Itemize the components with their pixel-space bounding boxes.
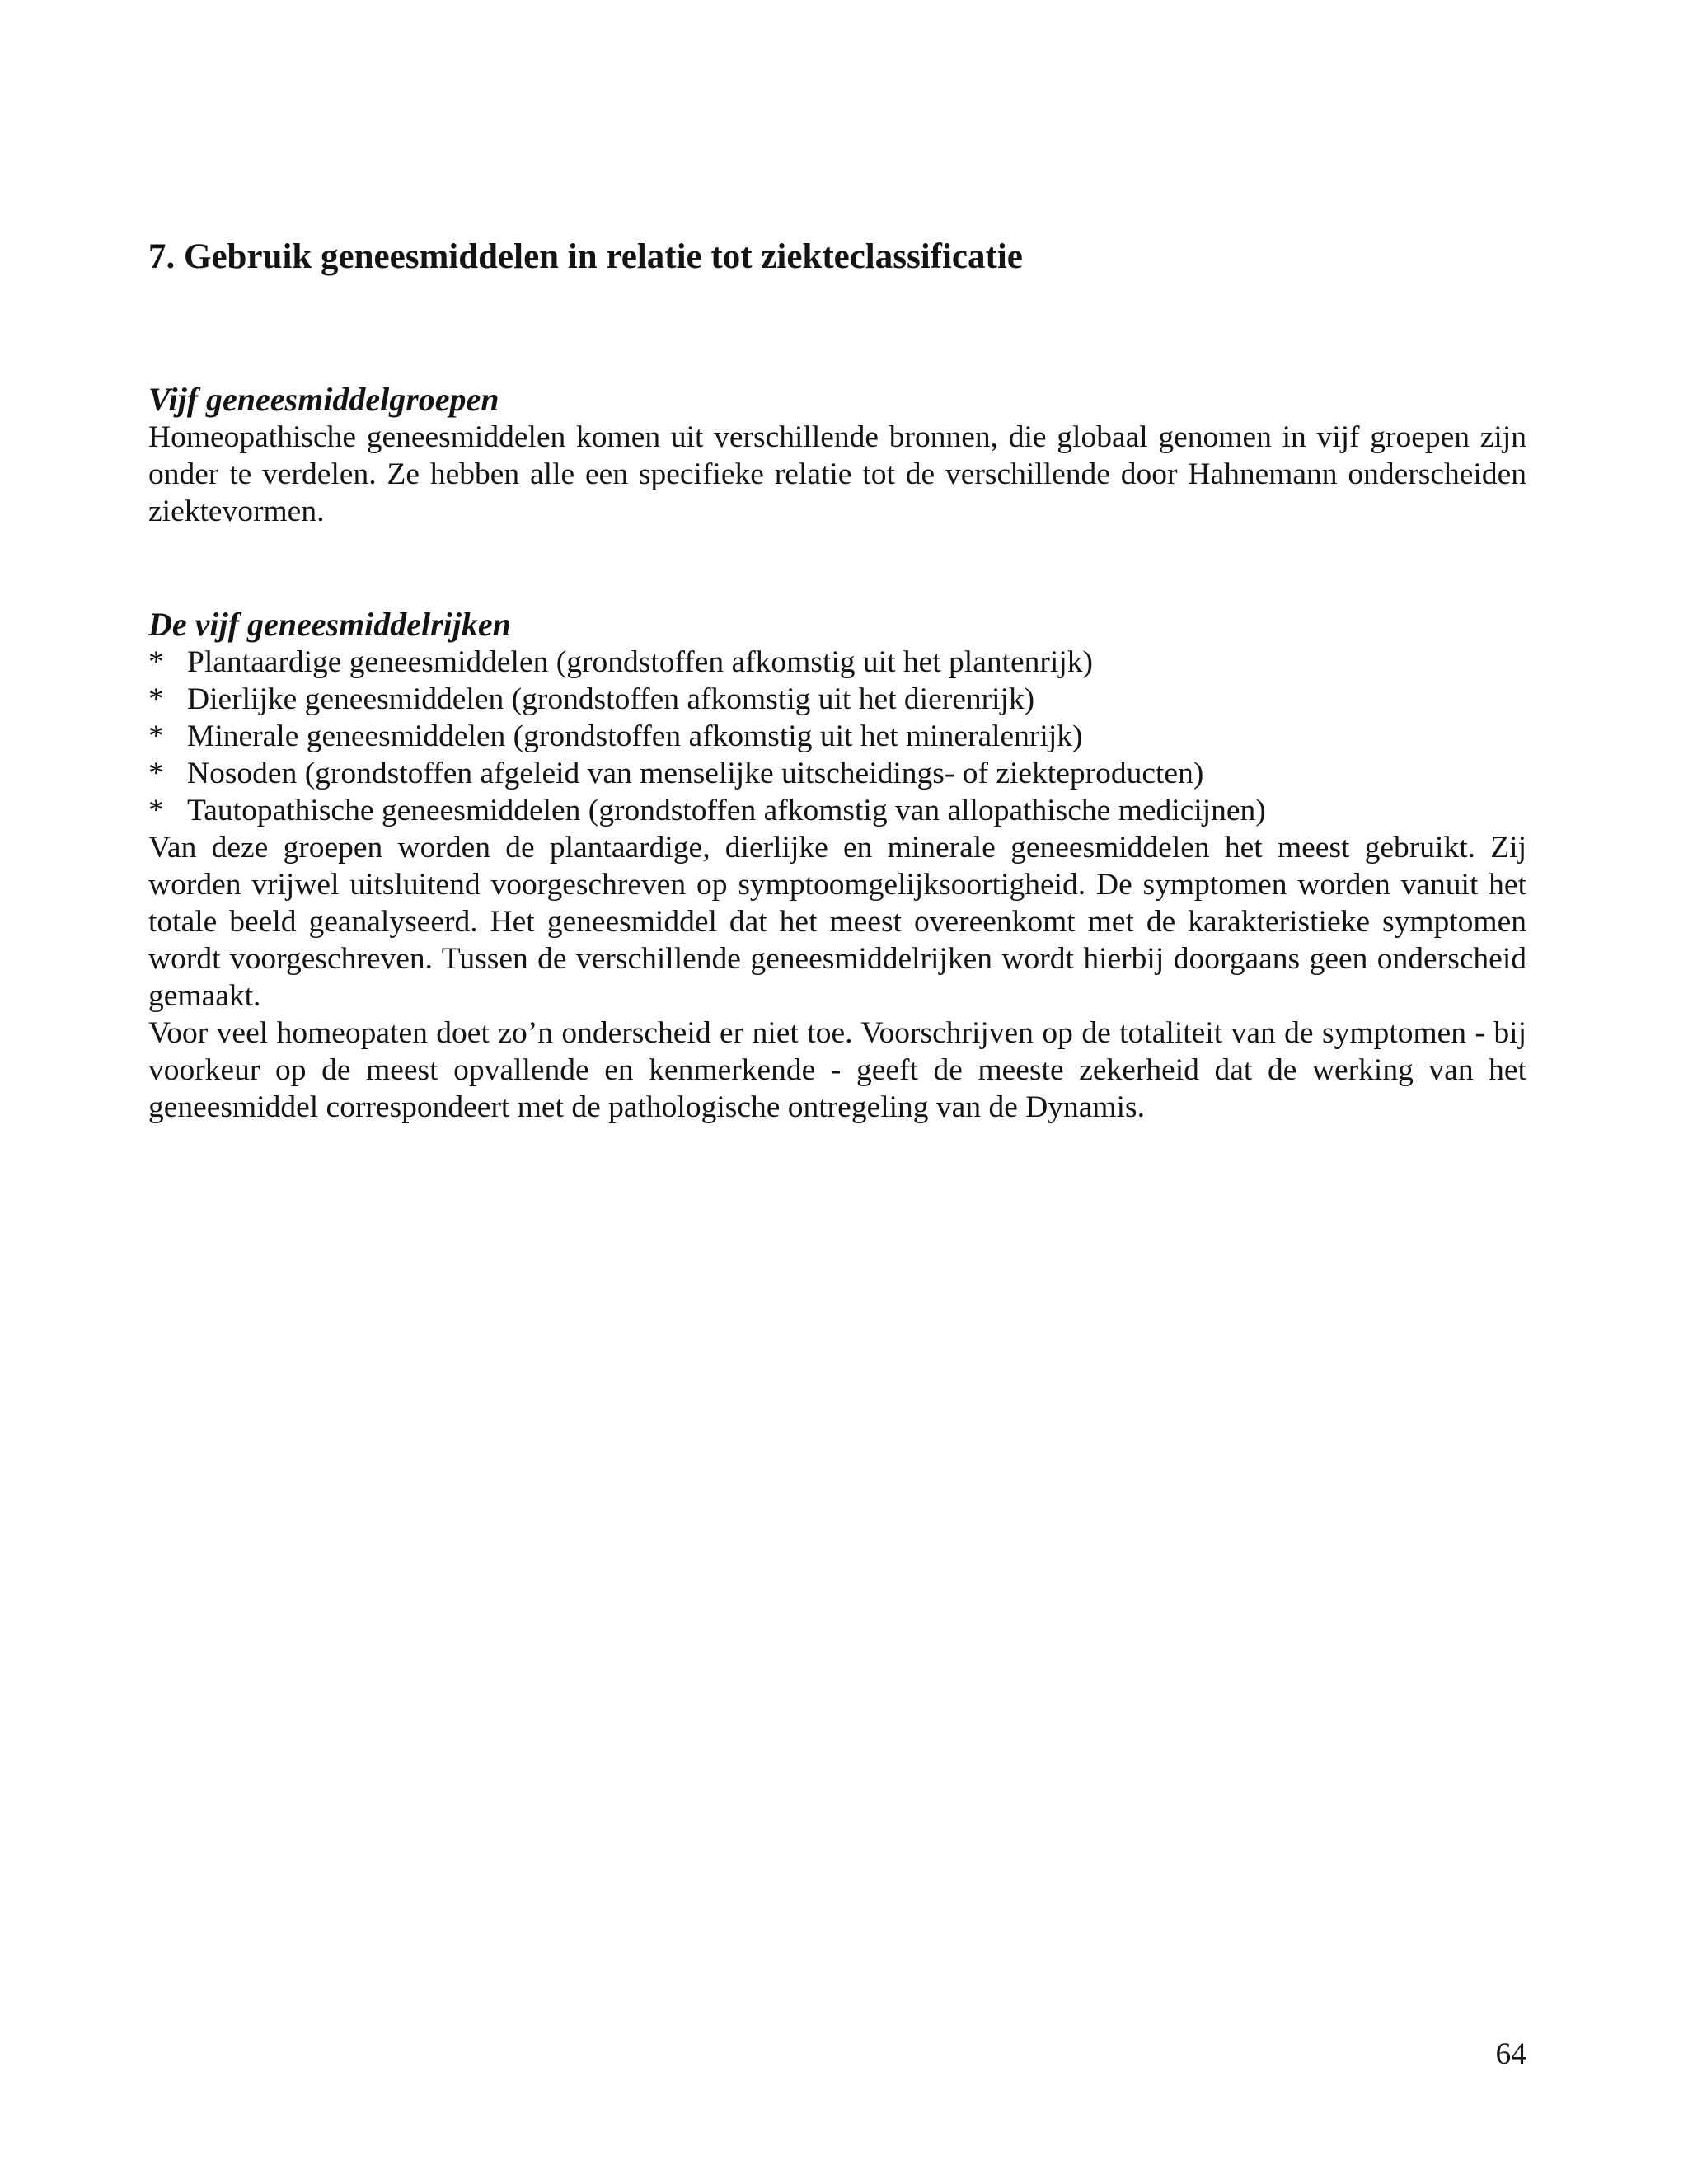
bullet-list [148, 644, 1526, 829]
paragraph: Homeopathische geneesmiddelen komen uit verschillende bronnen, die globaal genomen in vijf groepen zijn onder te verdelen. Ze hebben alle een specifieke relatie tot de verschillende door Hahnemann onderscheiden ziektevormen. [148, 420, 1526, 528]
bullet-marker: * [148, 794, 164, 827]
list-item [148, 792, 1526, 829]
section-heading: Vijf geneesmiddelgroepen [148, 381, 499, 418]
bullet-marker: * [148, 757, 164, 790]
bullet-marker: * [148, 682, 164, 716]
list-item-text: Nosoden (grondstoffen afgeleid van menselijke uitscheidings- of ziekteproducten) [187, 757, 1204, 790]
section-de-vijf-geneesmiddelrijken [148, 606, 1526, 1126]
section-vijf-geneesmiddelgroepen [148, 381, 1526, 530]
list-item-text: Tautopathische geneesmiddelen (grondstoffen afkomstig van allopathische medicijnen) [187, 794, 1266, 827]
list-item [148, 644, 1526, 681]
bullet-marker: * [148, 719, 164, 753]
list-item-text: Dierlijke geneesmiddelen (grondstoffen afkomstig uit het dierenrijk) [187, 682, 1035, 716]
bullet-marker: * [148, 645, 164, 679]
chapter-title: 7. Gebruik geneesmiddelen in relatie tot ziekteclassificatie [148, 237, 1023, 276]
list-item [148, 718, 1526, 755]
list-item [148, 681, 1526, 718]
list-item [148, 755, 1526, 792]
list-item-text: Plantaardige geneesmiddelen (grondstoffen afkomstig uit het plantenrijk) [187, 645, 1093, 679]
section-heading: De vijf geneesmiddelrijken [148, 606, 511, 643]
list-item-text: Minerale geneesmiddelen (grondstoffen afkomstig uit het mineralenrijk) [187, 719, 1083, 753]
paragraph: Voor veel homeopaten doet zo’n onderscheid er niet toe. Voorschrijven op de totaliteit van de symptomen - bij voorkeur op de meest opvallende en kenmerkende - geeft de meeste zekerheid dat de werking van het geneesmiddel correspondeert met de pathologische ontregeling van de Dynamis. [148, 1016, 1526, 1124]
page-number: 64 [1495, 2037, 1526, 2071]
page-content [148, 232, 1526, 1126]
paragraph: Van deze groepen worden de plantaardige, dierlijke en minerale geneesmiddelen het meest gebruikt. Zij worden vrijwel uitsluitend voorgeschreven op symptoomgelijksoortigheid. De symptomen worden vanuit het totale beeld geanalyseerd. Het geneesmiddel dat het meest overeenkomt met de karakteristieke symptomen wordt voorgeschreven. Tussen de verschillende geneesmiddelrijken wordt hierbij doorgaans geen onderscheid gemaakt. [148, 831, 1526, 1013]
